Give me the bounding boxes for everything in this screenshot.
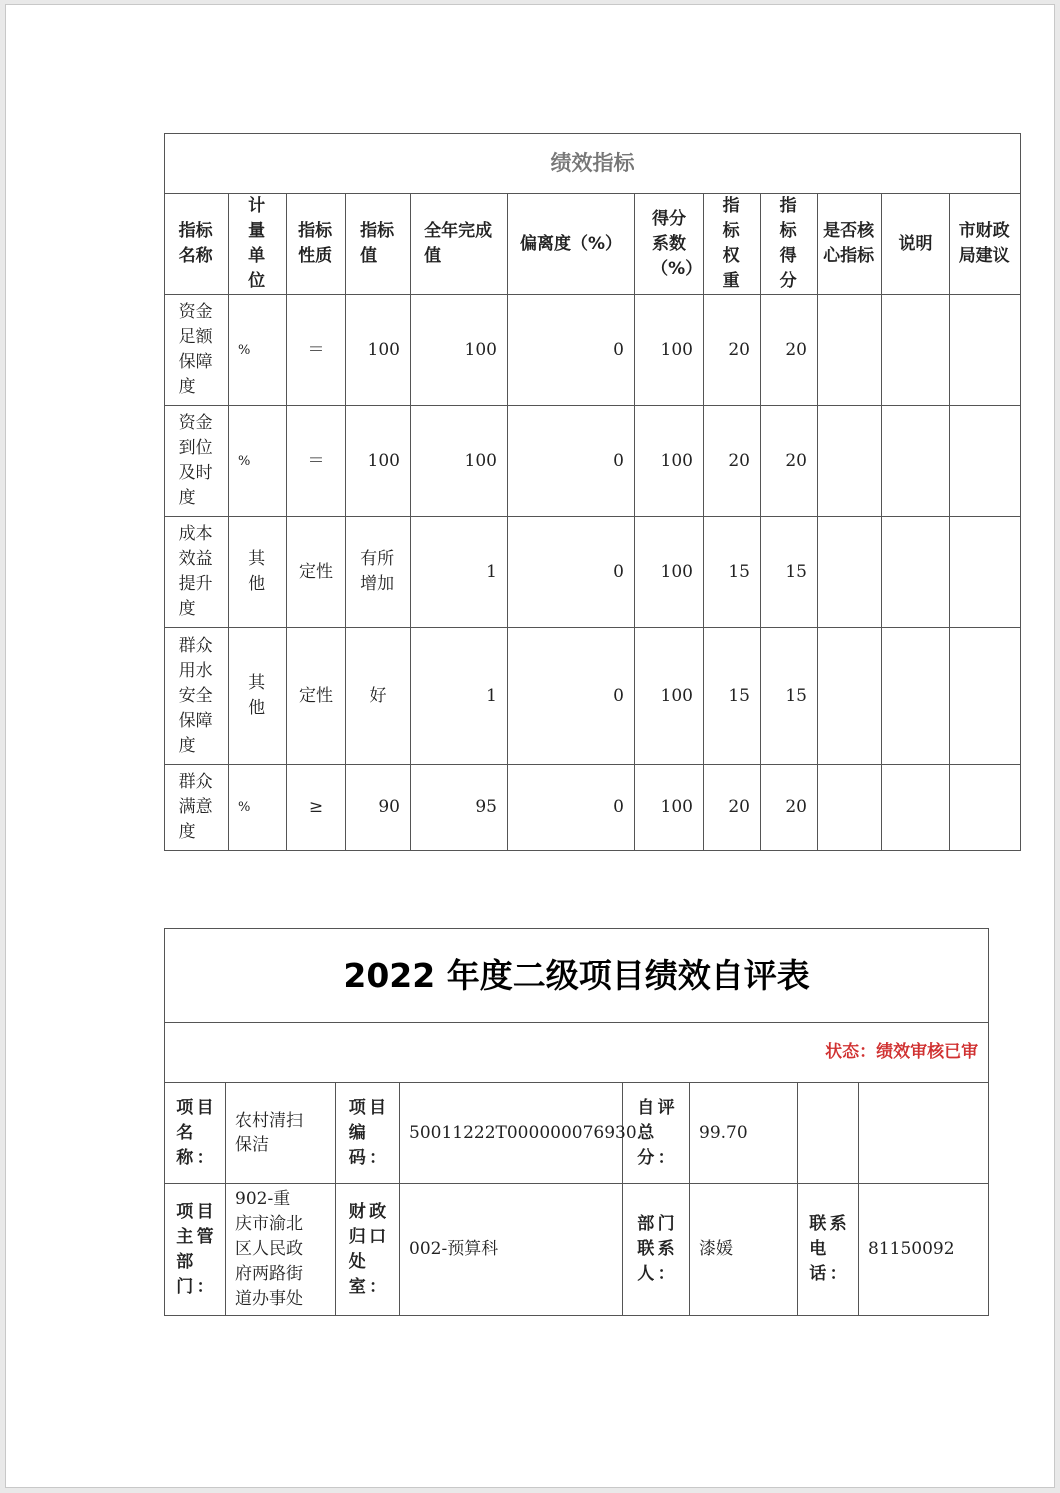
project-name-label: 项目名称： [176,1097,214,1168]
indicator-nature: ＝ [287,295,346,406]
col-header-note: 说明 [882,194,950,295]
indicator-coefficient: 100 [635,517,704,628]
indicator-core [818,765,882,851]
project-code-label: 项目编码： [348,1097,387,1168]
empty-cell [798,1083,859,1184]
indicator-table-title: 绩效指标 [165,134,1021,194]
indicator-row [165,765,1021,851]
col-header-bureau-advice: 市财政局建议 [950,194,1021,295]
indicator-unit: % [229,765,287,851]
indicator-name: 成本效益提升度 [178,524,213,619]
indicator-advice [950,517,1021,628]
department-info-row [165,1184,989,1316]
indicator-weight: 20 [704,765,761,851]
indicator-note [882,517,950,628]
indicator-name: 群众满意度 [178,772,213,842]
indicator-coefficient: 100 [635,295,704,406]
indicator-nature: ≥ [287,765,346,851]
indicator-coefficient: 100 [635,628,704,765]
indicator-value: 100 [346,406,411,517]
indicator-unit: % [229,295,287,406]
col-header-core: 是否核心指标 [818,194,882,295]
indicator-deviation: 0 [508,406,635,517]
col-header-deviation: 偏离度（%） [508,194,635,295]
document-page [5,4,1055,1488]
indicator-completed: 100 [411,295,508,406]
indicator-core [818,628,882,765]
indicator-nature: 定性 [287,517,346,628]
indicator-row [165,406,1021,517]
indicator-unit: 其他 [248,673,266,718]
indicator-nature: 定性 [287,628,346,765]
indicator-completed: 1 [411,517,508,628]
indicator-row [165,628,1021,765]
project-info-row [165,1083,989,1184]
indicator-weight: 15 [704,628,761,765]
indicator-score: 20 [761,295,818,406]
indicator-score: 15 [761,628,818,765]
indicator-coefficient: 100 [635,406,704,517]
indicator-advice [950,628,1021,765]
indicator-deviation: 0 [508,765,635,851]
indicator-value: 100 [346,295,411,406]
empty-cell [859,1083,989,1184]
indicator-name: 资金足额保障度 [178,302,213,397]
phone-value: 81150092 [859,1184,989,1316]
indicator-name: 资金到位及时度 [178,413,213,508]
col-header-score: 指标得分 [761,194,818,295]
indicator-value: 90 [346,765,411,851]
project-code-value: 50011222T000000076930 [400,1083,623,1184]
col-header-weight: 指标权重 [704,194,761,295]
indicator-weight: 20 [704,406,761,517]
indicator-header-row [165,194,1021,295]
indicator-note [882,406,950,517]
indicator-core [818,295,882,406]
indicator-note [882,628,950,765]
indicator-score: 20 [761,765,818,851]
indicator-name: 群众用水安全保障度 [178,635,213,756]
indicator-advice [950,765,1021,851]
indicator-value: 有所增加 [360,549,395,594]
department-value: 902-重庆市渝北区人民政府两路街道办事处 [235,1189,303,1309]
indicator-deviation: 0 [508,295,635,406]
self-score-value: 99.70 [690,1083,798,1184]
indicator-weight: 20 [704,295,761,406]
indicator-core [818,406,882,517]
indicator-row [165,517,1021,628]
col-header-completed: 全年完成值 [411,194,508,295]
indicator-note [882,295,950,406]
indicator-core [818,517,882,628]
indicator-value: 好 [346,628,411,765]
self-score-label: 自评总分： [637,1097,675,1168]
col-header-score-coefficient: 得分系数（%） [635,194,704,295]
evaluation-form-title: 2022 年度二级项目绩效自评表 [165,929,989,1023]
project-name-value: 农村清扫保洁 [235,1111,303,1155]
indicator-completed: 100 [411,406,508,517]
indicator-score: 20 [761,406,818,517]
indicator-score: 15 [761,517,818,628]
phone-label: 联系电话： [809,1214,847,1284]
indicator-nature: ＝ [287,406,346,517]
indicator-deviation: 0 [508,628,635,765]
indicator-completed: 95 [411,765,508,851]
col-header-name: 指标名称 [165,194,229,295]
col-header-unit: 计量单位 [229,194,287,295]
col-header-value: 指标值 [346,194,411,295]
indicator-deviation: 0 [508,517,635,628]
performance-indicator-table [164,133,1021,851]
indicator-coefficient: 100 [635,765,704,851]
indicator-completed: 1 [411,628,508,765]
indicator-advice [950,406,1021,517]
finance-office-label: 财政归口处室： [348,1201,387,1297]
contact-person-value: 漆媛 [690,1184,798,1316]
indicator-unit: 其他 [248,549,266,594]
status-badge: 状态：绩效审核已审 [165,1023,989,1083]
indicator-unit: % [229,406,287,517]
contact-person-label: 部门联系人： [637,1214,675,1284]
self-evaluation-table [164,928,989,1316]
indicator-row [165,295,1021,406]
indicator-advice [950,295,1021,406]
indicator-weight: 15 [704,517,761,628]
department-label: 项目主管部门： [176,1201,214,1297]
col-header-nature: 指标性质 [287,194,346,295]
indicator-note [882,765,950,851]
finance-office-value: 002-预算科 [400,1184,623,1316]
